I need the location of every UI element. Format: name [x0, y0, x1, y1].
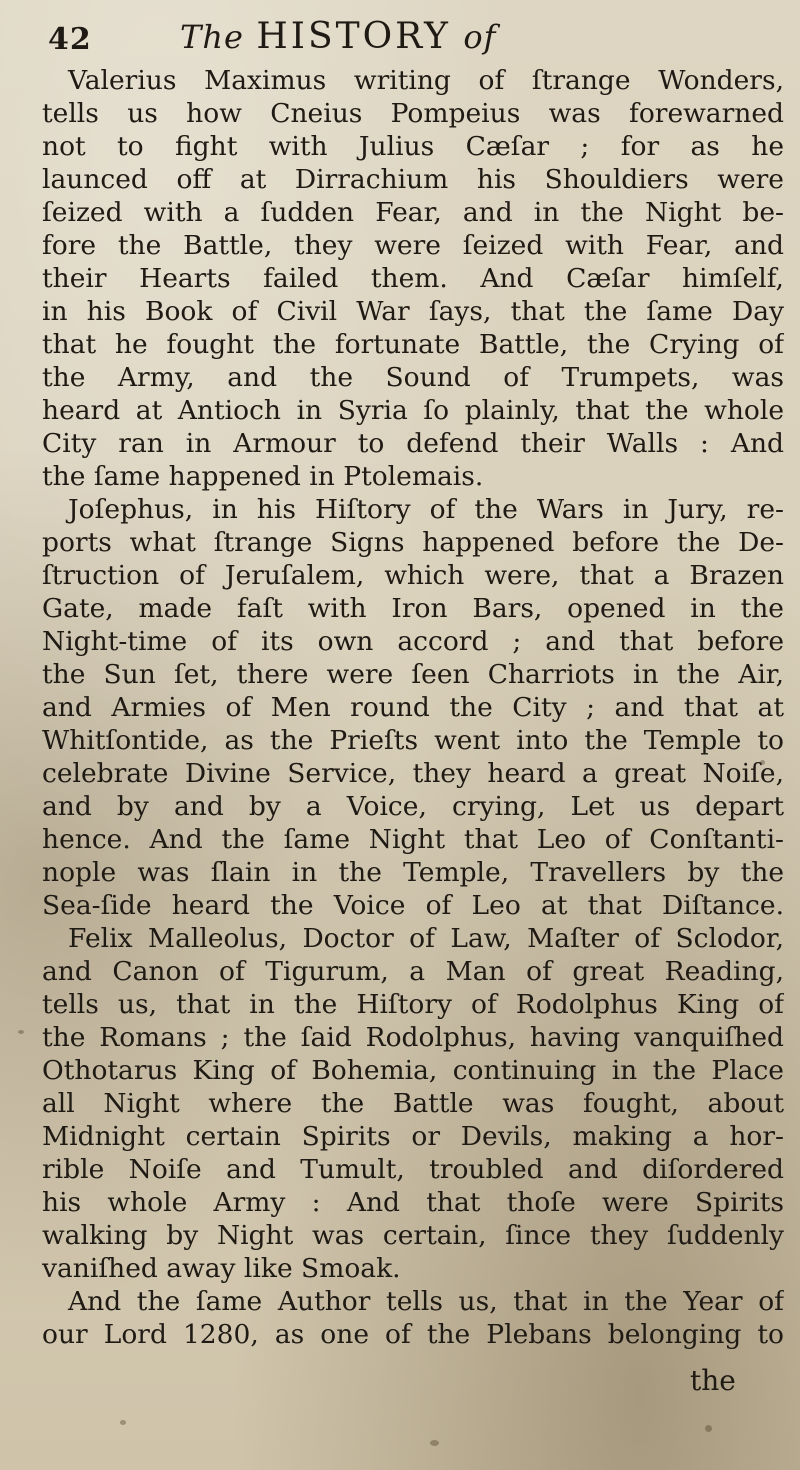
text-line: and Armies of Men round the City ; and that at	[42, 692, 784, 723]
text-line: Midnight certain Spirits or Devils, making a hor-	[42, 1121, 784, 1152]
running-title-the: The	[180, 18, 244, 56]
paper-speck	[760, 760, 765, 765]
paper-speck	[18, 1030, 24, 1034]
text-line: heard at Antioch in Syria ſo plainly, that the whole	[42, 395, 784, 426]
text-line: Felix Malleolus, Doctor of Law, Maſter of Sclodor,	[68, 923, 784, 954]
text-line: all Night where the Battle was fought, about	[42, 1088, 784, 1119]
text-line: hence. And the ſame Night that Leo of Conſtanti-	[42, 824, 784, 855]
text-line: the ſame happened in Ptolemais.	[42, 461, 484, 492]
text-line: Whitſontide, as the Prieſts went into the Temple to	[42, 725, 784, 756]
text-line: ſeized with a ſudden Fear, and in the Night be-	[42, 197, 784, 228]
text-line: that he fought the fortunate Battle, the Crying of	[42, 329, 784, 360]
text-line: in his Book of Civil War ſays, that the ſame Day	[42, 296, 784, 327]
page-number: 42	[48, 22, 92, 57]
text-line: fore the Battle, they were ſeized with Fear, and	[42, 230, 784, 261]
running-title	[180, 16, 496, 57]
text-line: tells us how Cneius Pompeius was forewarned	[42, 98, 784, 129]
paper-speck	[430, 1440, 439, 1446]
paper-speck	[705, 1425, 712, 1432]
text-line: And the ſame Author tells us, that in the Year of	[68, 1286, 784, 1317]
text-line: vaniſhed away like Smoak.	[42, 1253, 401, 1284]
text-line: and Canon of Tigurum, a Man of great Reading,	[42, 956, 784, 987]
text-line: the Sun ſet, there were ſeen Charriots in the Air,	[42, 659, 784, 690]
text-line: Othotarus King of Bohemia, continuing in the Place	[42, 1055, 784, 1086]
text-line: nople was ſlain in the Temple, Travellers by the	[42, 857, 784, 888]
text-line: ſtruction of Jeruſalem, which were, that a Brazen	[42, 560, 784, 591]
body-text	[42, 64, 784, 1404]
paper-speck	[120, 1420, 126, 1425]
text-line: Joſephus, in his Hiſtory of the Wars in Jury, re-	[68, 494, 784, 525]
text-line: ports what ſtrange Signs happened before the De-	[42, 527, 784, 558]
text-line: Gate, made faſt with Iron Bars, opened in the	[42, 593, 784, 624]
catchword: the	[690, 1364, 736, 1397]
running-head	[48, 14, 768, 68]
text-line: the Romans ; the ſaid Rodolphus, having vanquiſhed	[42, 1022, 784, 1053]
text-line: walking by Night was certain, ſince they ſuddenly	[42, 1220, 784, 1251]
text-line: not to fight with Julius Cæſar ; for as he	[42, 131, 784, 162]
running-title-of: of	[463, 18, 497, 56]
text-line: the Army, and the Sound of Trumpets, was	[42, 362, 784, 393]
text-line: and by and by a Voice, crying, Let us depart	[42, 791, 784, 822]
text-line: Sea-ſide heard the Voice of Leo at that Diſtance.	[42, 890, 784, 921]
running-title-main: HISTORY	[256, 16, 451, 57]
text-line: Night-time of its own accord ; and that before	[42, 626, 784, 657]
text-line: celebrate Divine Service, they heard a great Noiſe,	[42, 758, 784, 789]
text-line: rible Noiſe and Tumult, troubled and diſordered	[42, 1154, 784, 1185]
text-line: our Lord 1280, as one of the Plebans belonging to	[42, 1319, 784, 1350]
text-line: tells us, that in the Hiſtory of Rodolphus King of	[42, 989, 784, 1020]
text-line: City ran in Armour to defend their Walls : And	[42, 428, 784, 459]
text-line: his whole Army : And that thoſe were Spirits	[42, 1187, 784, 1218]
text-line: launced off at Dirrachium his Shouldiers were	[42, 164, 784, 195]
text-line: their Hearts failed them. And Cæſar himſelf,	[42, 263, 784, 294]
text-line: Valerius Maximus writing of ſtrange Wonders,	[68, 65, 784, 96]
